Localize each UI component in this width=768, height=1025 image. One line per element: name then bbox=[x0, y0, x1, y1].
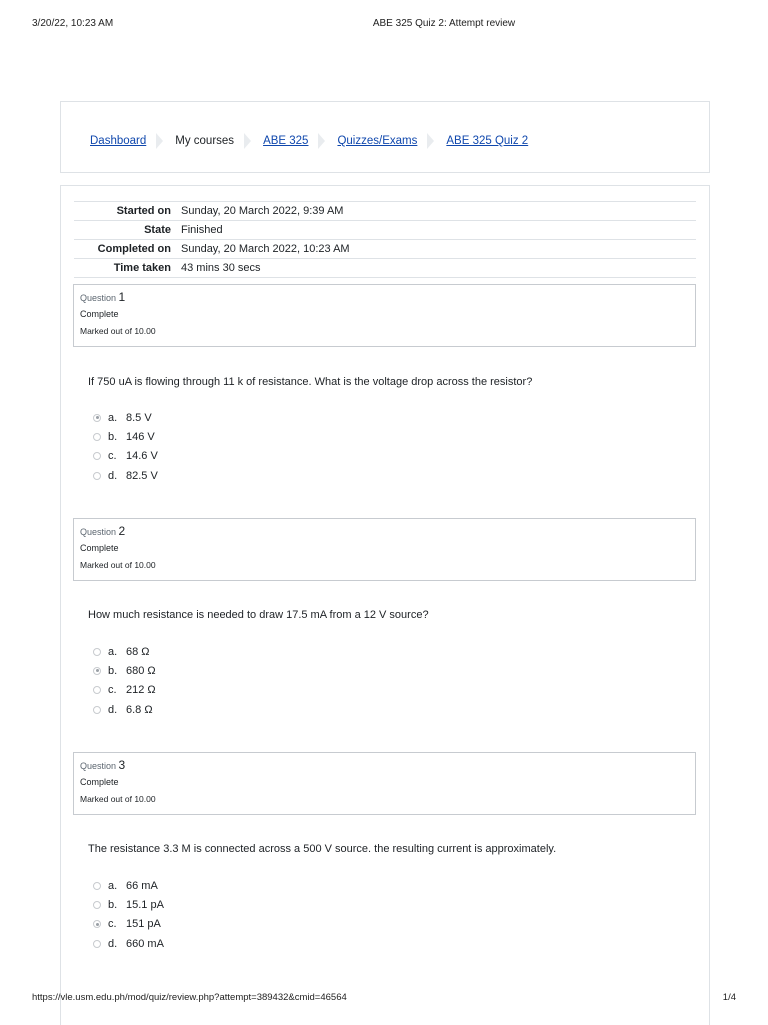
print-datetime: 3/20/22, 10:23 AM bbox=[32, 18, 114, 29]
question-label: Question bbox=[80, 761, 117, 771]
answer-option[interactable] bbox=[93, 915, 164, 934]
answer-option[interactable] bbox=[93, 700, 156, 719]
radio-icon[interactable] bbox=[93, 940, 101, 948]
answer-letter: c. bbox=[108, 918, 117, 931]
breadcrumb-separator-icon bbox=[156, 131, 165, 151]
radio-icon[interactable] bbox=[93, 433, 101, 441]
answer-option[interactable] bbox=[93, 447, 158, 466]
question-label: Question bbox=[80, 527, 117, 537]
answer-letter: d. bbox=[108, 937, 118, 950]
question-grade: Marked out of 10.00 bbox=[80, 560, 156, 570]
page-number: 1/4 bbox=[722, 992, 736, 1003]
breadcrumb-separator-icon bbox=[318, 131, 327, 151]
radio-icon[interactable] bbox=[93, 472, 101, 480]
answer-text: 660 mA bbox=[126, 937, 164, 950]
question-grade: Marked out of 10.00 bbox=[80, 794, 156, 804]
breadcrumb-quizzes-exams[interactable]: Quizzes/Exams bbox=[337, 135, 418, 147]
answer-option[interactable] bbox=[93, 681, 156, 700]
answer-text: 15.1 pA bbox=[126, 898, 164, 911]
answer-letter: c. bbox=[108, 684, 117, 697]
breadcrumb bbox=[90, 131, 528, 151]
answer-option[interactable] bbox=[93, 427, 158, 446]
question-grade: Marked out of 10.00 bbox=[80, 326, 156, 336]
answer-list-2 bbox=[93, 642, 156, 719]
answer-text: 8.5 V bbox=[126, 411, 152, 424]
breadcrumb-separator-icon bbox=[244, 131, 253, 151]
question-info-1 bbox=[73, 284, 696, 347]
question-info-3 bbox=[73, 752, 696, 815]
question-text-1: If 750 uA is flowing through 11 k of resistance. What is the voltage drop across the resistor? bbox=[88, 376, 533, 388]
answer-option[interactable] bbox=[93, 876, 164, 895]
question-text-3: The resistance 3.3 M is connected across a 500 V source. the resulting current is approximately. bbox=[88, 843, 557, 855]
radio-icon[interactable] bbox=[93, 901, 101, 909]
radio-icon[interactable] bbox=[93, 882, 101, 890]
answer-text: 151 pA bbox=[126, 918, 161, 931]
table-row bbox=[74, 202, 696, 221]
answer-letter: b. bbox=[108, 898, 118, 911]
answer-option[interactable] bbox=[93, 642, 156, 661]
summary-label: State bbox=[144, 224, 171, 236]
question-state: Complete bbox=[80, 309, 119, 319]
question-state: Complete bbox=[80, 543, 119, 553]
question-number: 2 bbox=[118, 524, 126, 538]
table-row bbox=[74, 240, 696, 259]
radio-icon[interactable] bbox=[93, 706, 101, 714]
answer-list-3 bbox=[93, 876, 164, 953]
answer-option[interactable] bbox=[93, 661, 156, 680]
answer-letter: c. bbox=[108, 450, 117, 463]
breadcrumb-separator-icon bbox=[427, 131, 436, 151]
question-number: 1 bbox=[118, 290, 126, 304]
answer-letter: d. bbox=[108, 469, 118, 482]
summary-label: Completed on bbox=[97, 243, 171, 255]
summary-label: Started on bbox=[116, 205, 171, 217]
radio-selected-icon[interactable] bbox=[93, 414, 101, 422]
answer-text: 680 Ω bbox=[126, 664, 156, 677]
table-row bbox=[74, 221, 696, 240]
answer-letter: a. bbox=[108, 645, 118, 658]
summary-value: Finished bbox=[181, 224, 223, 236]
radio-icon[interactable] bbox=[93, 452, 101, 460]
answer-list-1 bbox=[93, 408, 158, 485]
question-text-2: How much resistance is needed to draw 17.5 mA from a 12 V source? bbox=[88, 609, 429, 621]
answer-option[interactable] bbox=[93, 934, 164, 953]
answer-text: 146 V bbox=[126, 430, 155, 443]
answer-letter: a. bbox=[108, 879, 118, 892]
answer-option[interactable] bbox=[93, 895, 164, 914]
summary-value: Sunday, 20 March 2022, 9:39 AM bbox=[181, 205, 344, 217]
question-info-2 bbox=[73, 518, 696, 581]
answer-text: 14.6 V bbox=[126, 450, 158, 463]
summary-label: Time taken bbox=[113, 262, 171, 274]
answer-letter: d. bbox=[108, 703, 118, 716]
breadcrumb-dashboard[interactable]: Dashboard bbox=[90, 135, 147, 147]
answer-text: 212 Ω bbox=[126, 684, 156, 697]
print-url: https://vle.usm.edu.ph/mod/quiz/review.php?attempt=389432&cmid=46564 bbox=[32, 992, 347, 1003]
question-label: Question bbox=[80, 293, 117, 303]
summary-value: 43 mins 30 secs bbox=[181, 262, 261, 274]
breadcrumb-card bbox=[60, 101, 710, 173]
answer-letter: b. bbox=[108, 430, 118, 443]
table-row bbox=[74, 259, 696, 278]
breadcrumb-my-courses: My courses bbox=[175, 135, 235, 147]
question-number: 3 bbox=[118, 758, 126, 772]
answer-text: 6.8 Ω bbox=[126, 703, 153, 716]
radio-selected-icon[interactable] bbox=[93, 667, 101, 675]
question-state: Complete bbox=[80, 777, 119, 787]
breadcrumb-course[interactable]: ABE 325 bbox=[263, 135, 309, 147]
answer-text: 82.5 V bbox=[126, 469, 158, 482]
attempt-summary-table bbox=[74, 201, 696, 278]
summary-value: Sunday, 20 March 2022, 10:23 AM bbox=[181, 243, 350, 255]
print-title: ABE 325 Quiz 2: Attempt review bbox=[372, 18, 516, 29]
answer-option[interactable] bbox=[93, 466, 158, 485]
radio-selected-icon[interactable] bbox=[93, 920, 101, 928]
radio-icon[interactable] bbox=[93, 686, 101, 694]
breadcrumb-quiz[interactable]: ABE 325 Quiz 2 bbox=[446, 135, 529, 147]
radio-icon[interactable] bbox=[93, 648, 101, 656]
answer-text: 66 mA bbox=[126, 879, 158, 892]
answer-text: 68 Ω bbox=[126, 645, 150, 658]
answer-option[interactable] bbox=[93, 408, 158, 427]
answer-letter: a. bbox=[108, 411, 118, 424]
answer-letter: b. bbox=[108, 664, 118, 677]
